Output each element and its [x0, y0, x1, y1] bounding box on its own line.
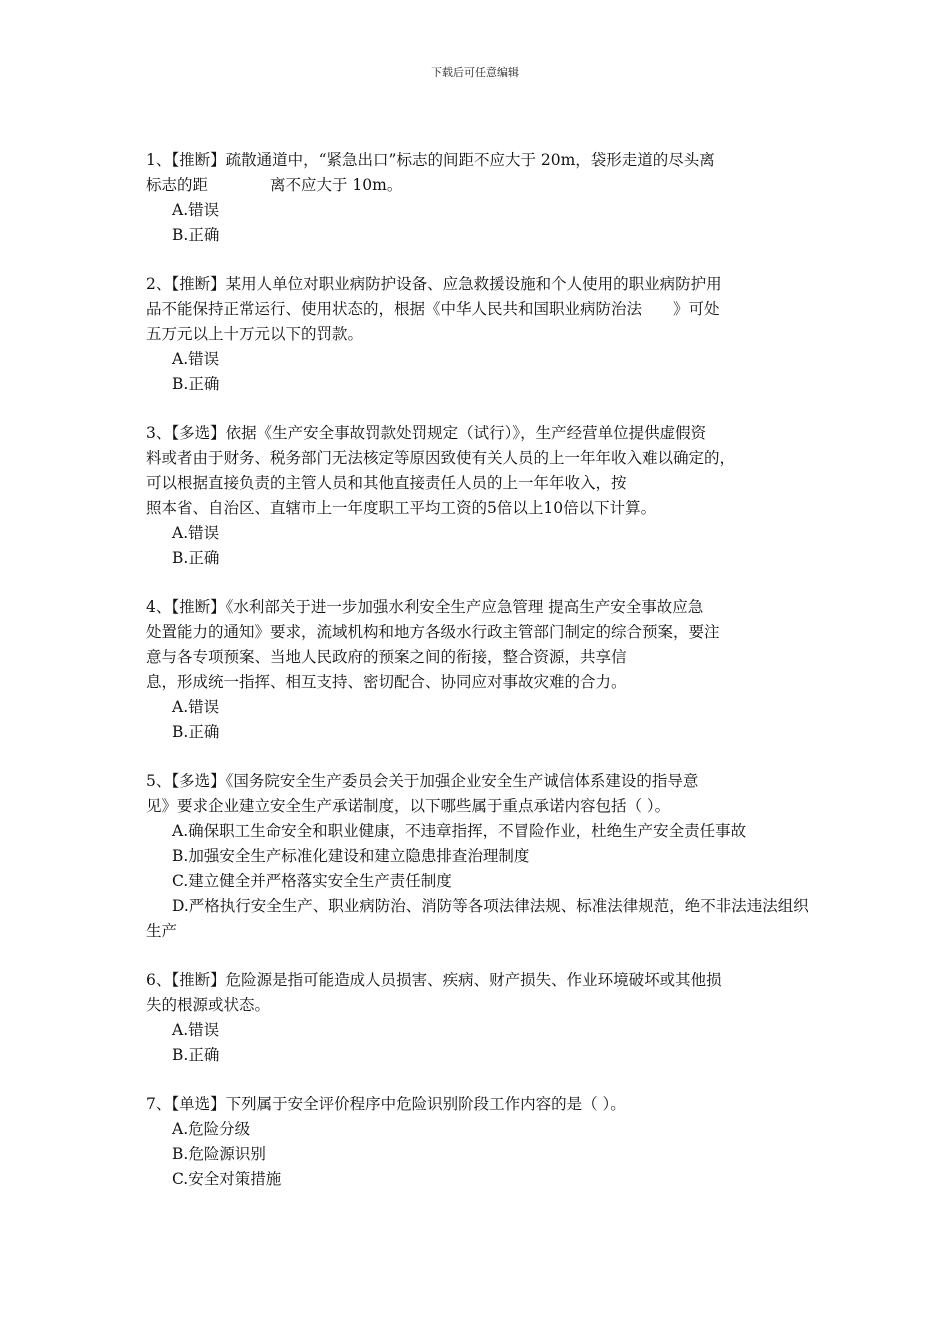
option-b: B.正确: [172, 226, 220, 244]
option-a: A.错误: [172, 698, 220, 716]
question-text-line: 标志的距 离不应大于 10m。: [146, 176, 403, 194]
question-text-line: 见》要求企业建立安全生产承诺制度，以下哪些属于重点承诺内容包括（ ）。: [146, 797, 671, 815]
question-4: [146, 595, 816, 745]
page-header: 下载后可任意编辑: [431, 66, 519, 79]
option-a: A.错误: [172, 350, 220, 368]
question-1: [146, 148, 816, 248]
option-b: B.正确: [172, 1046, 220, 1064]
question-text-line: 意与各专项预案、当地人民政府的预案之间的衔接，整合资源，共享信: [146, 648, 627, 666]
question-7: [146, 1092, 816, 1192]
question-list: [146, 148, 816, 1216]
question-text-line: 6、【推断】危险源是指可能造成人员损害、疾病、财产损失、作业环境破坏或其他损: [146, 971, 722, 989]
question-text-line: 1、【推断】疏散通道中，“紧急出口”标志的间距不应大于 20m，袋形走道的尽头离: [146, 151, 715, 169]
question-6: [146, 968, 816, 1068]
question-text-line: 失的根源或状态。: [146, 996, 271, 1014]
question-3: [146, 421, 816, 571]
question-text-line: 处置能力的通知》要求，流域机构和地方各级水行政主管部门制定的综合预案，要注: [146, 623, 720, 641]
option-b: B.正确: [172, 549, 220, 567]
option-a: A.确保职工生命安全和职业健康，不违章指挥，不冒险作业，杜绝生产安全责任事故: [172, 822, 747, 840]
option-a: A.错误: [172, 524, 220, 542]
question-text-line: 2、【推断】某用人单位对职业病防护设备、应急救援设施和个人使用的职业病防护用: [146, 275, 722, 293]
option-a: A.危险分级: [172, 1120, 251, 1138]
question-5: [146, 769, 816, 944]
question-2: [146, 272, 816, 397]
option-b: B.危险源识别: [172, 1145, 266, 1163]
question-text-line: 五万元以上十万元以下的罚款。: [146, 325, 364, 343]
option-d: D.严格执行安全生产、职业病防治、消防等各项法律法规、标准法律规范，绝不非法违法组织生产: [146, 897, 809, 940]
question-text-line: 5、【多选】《国务院安全生产委员会关于加强企业安全生产诚信体系建设的指导意: [146, 772, 699, 790]
option-b: B.正确: [172, 723, 220, 741]
question-text-line: 照本省、自治区、直辖市上一年度职工平均工资的5倍以上10倍以下计算。: [146, 499, 657, 517]
question-text-line: 4、【推断】《水利部关于进一步加强水利安全生产应急管理 提高生产安全事故应急: [146, 598, 704, 616]
option-a: A.错误: [172, 201, 220, 219]
question-text-line: 7、【单选】下列属于安全评价程序中危险识别阶段工作内容的是（ ）。: [146, 1095, 626, 1113]
question-text-line: 料或者由于财务、税务部门无法核定等原因致使有关人员的上一年年收入难以确定的，: [146, 449, 736, 467]
question-text-line: 3、【多选】依据《生产安全事故罚款处罚规定（试行）》，生产经营单位提供虚假资: [146, 424, 707, 442]
option-b: B.正确: [172, 375, 220, 393]
question-text-line: 品不能保持正常运行、使用状态的，根据《中华人民共和国职业病防治法 》可处: [146, 300, 720, 318]
option-a: A.错误: [172, 1021, 220, 1039]
option-c: C.安全对策措施: [172, 1170, 282, 1188]
question-text-line: 息，形成统一指挥、相互支持、密切配合、协同应对事故灾难的合力。: [146, 673, 627, 691]
option-c: C.建立健全并严格落实安全生产责任制度: [172, 872, 452, 890]
option-b: B.加强安全生产标准化建设和建立隐患排查治理制度: [172, 847, 530, 865]
question-text-line: 可以根据直接负责的主管人员和其他直接责任人员的上一年年收入，按: [146, 474, 627, 492]
